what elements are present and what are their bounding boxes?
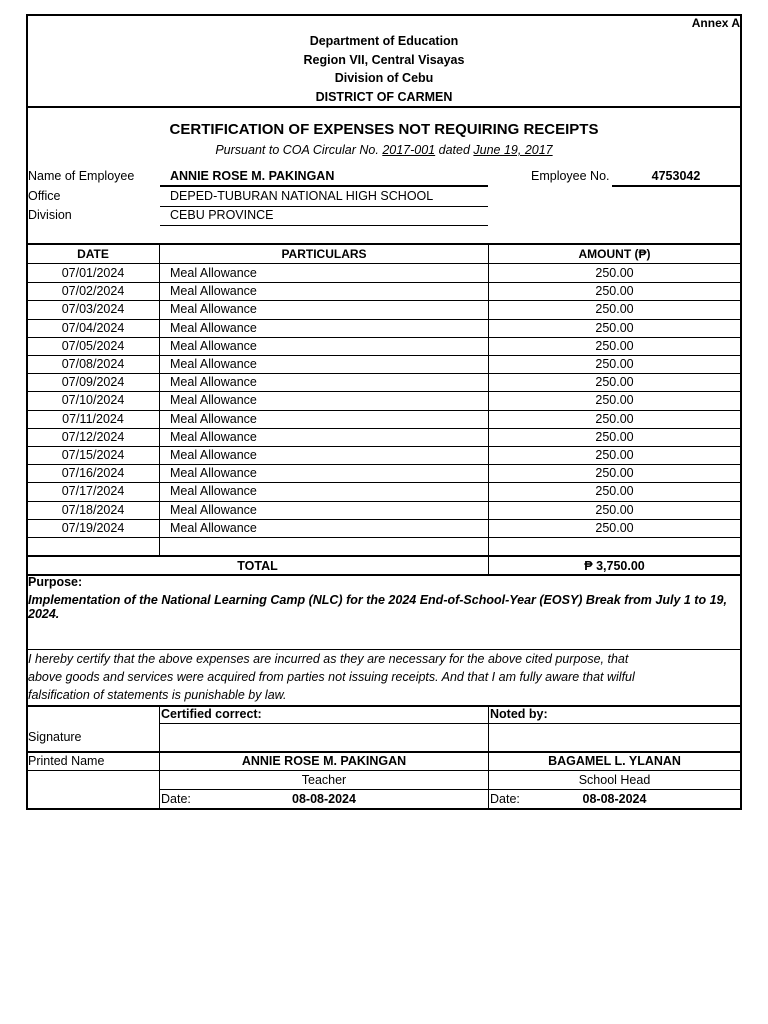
row-particulars: Meal Allowance	[170, 520, 257, 535]
agency-line: DISTRICT OF CARMEN	[315, 89, 453, 104]
subtitle-mid: dated	[438, 143, 470, 157]
row-date: 07/18/2024	[61, 502, 125, 517]
column-header-date: DATE	[77, 247, 109, 261]
signature-label: Signature	[28, 730, 82, 744]
row-date: 07/19/2024	[61, 520, 125, 535]
total-amount: ₱ 3,750.00	[584, 559, 645, 573]
column-header-particulars: PARTICULARS	[281, 247, 367, 261]
row-date: 07/12/2024	[61, 429, 125, 444]
division-label: Division	[28, 208, 72, 222]
certification-text	[28, 650, 635, 704]
row-particulars: Meal Allowance	[170, 320, 257, 335]
certification-line: I hereby certify that the above expenses are incurred as they are necessary for the above cited purpose, that	[28, 652, 629, 666]
purpose-label: Purpose:	[28, 575, 83, 589]
row-date: 07/11/2024	[62, 411, 124, 426]
row-date: 07/09/2024	[61, 375, 125, 390]
row-particulars: Meal Allowance	[170, 484, 257, 499]
row-particulars: Meal Allowance	[170, 411, 257, 426]
row-amount: 250.00	[595, 429, 634, 444]
circular-date: June 19, 2017	[473, 143, 553, 157]
row-particulars: Meal Allowance	[170, 302, 257, 317]
row-amount: 250.00	[595, 520, 634, 535]
agency-line: Region VII, Central Visayas	[303, 52, 465, 67]
employee-name-label: Name of Employee	[28, 169, 135, 183]
row-date: 07/16/2024	[61, 466, 125, 481]
row-amount: 250.00	[595, 411, 634, 426]
column-header-amount: AMOUNT (₱)	[578, 247, 651, 261]
office-value: DEPED-TUBURAN NATIONAL HIGH SCHOOL	[170, 189, 434, 203]
row-divider	[26, 537, 742, 538]
row-amount: 250.00	[595, 266, 634, 280]
certifier-name: ANNIE ROSE M. PAKINGAN	[241, 754, 407, 768]
row-date: 07/08/2024	[61, 357, 125, 371]
agency-line: Department of Education	[309, 34, 459, 48]
row-date: 07/01/2024	[61, 266, 125, 280]
noter-position: School Head	[578, 773, 651, 787]
row-amount: 250.00	[595, 320, 634, 335]
row-date: 07/02/2024	[61, 284, 125, 299]
row-particulars: Meal Allowance	[170, 448, 257, 462]
row-date: 07/03/2024	[61, 302, 125, 317]
row-amount: 250.00	[595, 393, 634, 408]
certification-line: falsification of statements is punishable by law.	[28, 688, 287, 702]
row-particulars: Meal Allowance	[170, 375, 257, 390]
row-amount: 250.00	[595, 448, 634, 462]
row-amount: 250.00	[595, 284, 634, 299]
row-amount: 250.00	[595, 338, 634, 353]
row-date: 07/04/2024	[61, 320, 125, 335]
noter-date-label: Date:	[490, 792, 520, 806]
noted-by-label: Noted by:	[490, 707, 548, 721]
office-label: Office	[28, 189, 61, 203]
document-subtitle	[26, 143, 742, 157]
certifier-date-label: Date:	[161, 792, 191, 806]
row-date: 07/17/2024	[61, 484, 125, 499]
row-date: 07/15/2024	[61, 448, 125, 462]
subtitle-prefix: Pursuant to COA Circular No.	[215, 143, 379, 157]
noter-date: 08-08-2024	[582, 792, 647, 806]
circular-number: 2017-001	[382, 143, 436, 157]
printed-name-label: Printed Name	[28, 754, 105, 768]
row-amount: 250.00	[595, 375, 634, 390]
certifier-date: 08-08-2024	[292, 792, 356, 806]
certification-line: above goods and services were acquired from parties not issuing receipts. And that I am fully aware that wilful	[28, 670, 635, 684]
row-particulars: Meal Allowance	[170, 266, 257, 280]
row-particulars: Meal Allowance	[170, 429, 257, 444]
total-label: TOTAL	[237, 559, 278, 573]
certifier-position: Teacher	[301, 773, 347, 787]
employee-number: 4753042	[651, 169, 701, 183]
row-amount: 250.00	[595, 484, 634, 499]
noter-name: BAGAMEL L. YLANAN	[548, 754, 681, 768]
row-particulars: Meal Allowance	[170, 284, 257, 299]
certified-correct-label: Certified correct:	[161, 707, 262, 721]
annex-label: Annex A	[691, 16, 740, 30]
row-date: 07/05/2024	[61, 338, 125, 353]
row-amount: 250.00	[595, 502, 634, 517]
row-particulars: Meal Allowance	[170, 393, 257, 408]
row-particulars: Meal Allowance	[170, 338, 257, 353]
division-value: CEBU PROVINCE	[170, 208, 274, 222]
purpose-text: Implementation of the National Learning Camp (NLC) for the 2024 End-of-School-Year (EOSY) Break from July 1 to 19, 2024.	[28, 593, 727, 621]
document-title: CERTIFICATION OF EXPENSES NOT REQUIRING RECEIPTS	[169, 121, 599, 138]
row-amount: 250.00	[595, 466, 634, 481]
row-particulars: Meal Allowance	[170, 357, 257, 371]
employee-name: ANNIE ROSE M. PAKINGAN	[170, 169, 335, 183]
row-amount: 250.00	[595, 302, 634, 317]
employee-number-label: Employee No.	[531, 169, 610, 183]
row-date: 07/10/2024	[61, 393, 125, 408]
row-particulars: Meal Allowance	[170, 466, 257, 481]
agency-line: Division of Cebu	[334, 71, 434, 85]
agency-header	[26, 32, 742, 106]
row-amount: 250.00	[595, 357, 634, 371]
row-particulars: Meal Allowance	[170, 502, 257, 517]
